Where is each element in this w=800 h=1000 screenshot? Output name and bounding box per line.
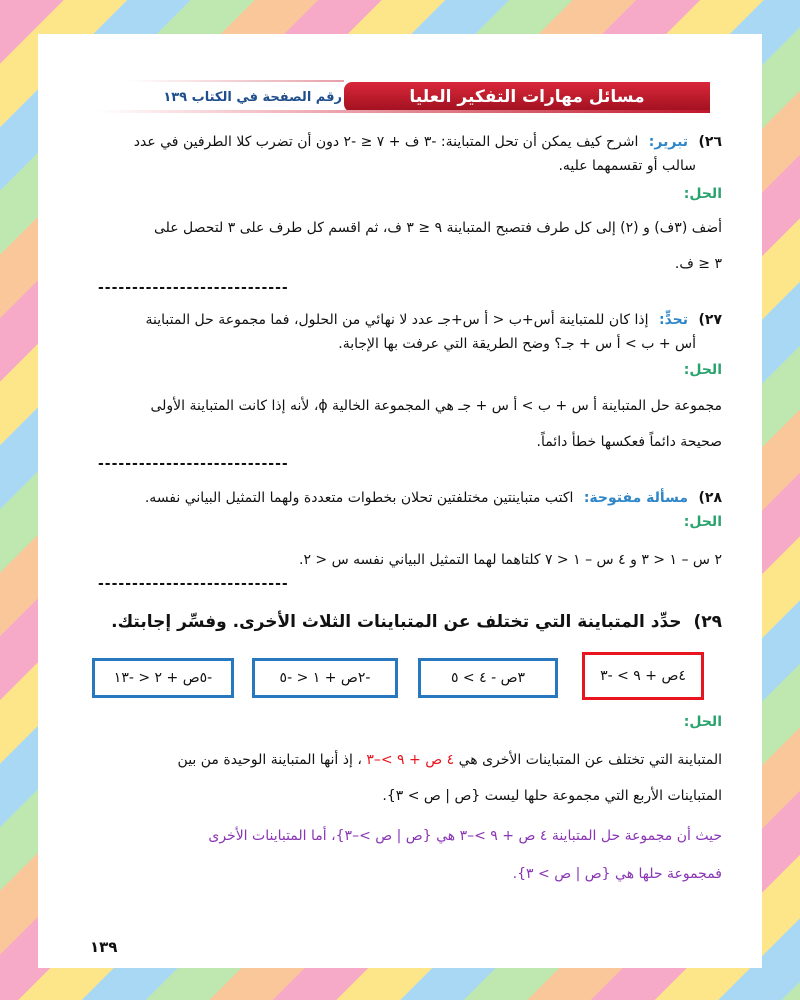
question-text: حدِّد المتباينة التي تختلف عن المتباينات الثلاث الأخرى. وفسِّر إجابتك. [111,612,682,632]
option-3[interactable]: -٢ص + ١ < -٥ [252,658,398,698]
answer-line: المتباينات الأربع التي مجموعة حلها ليست {ص | ص > ٣}. [382,788,722,804]
question-number: ٢٦) [698,134,722,150]
answer-line-purple: حيث أن مجموعة حل المتباينة ٤ ص + ٩ >–٣ هي {ص | ص >–٣}، أما المتباينات الأخرى [208,828,722,844]
solution-label: الحل: [683,714,722,730]
question-number: ٢٧) [698,312,722,328]
answer-line: ٣ ≤ ف. [674,256,722,272]
page-reference: رقم الصفحة في الكتاب ١٣٩ [163,90,342,105]
question-label: تحدٍّ: [659,312,689,328]
answer-line: ٢ س – ١ < ٣ و ٤ س – ١ < ٧ كلتاهما لهما التمثيل البياني نفسه س < ٢. [299,552,722,568]
question-text: سالب أو تقسمهما عليه. [558,158,696,174]
option-2[interactable]: ٣ص - ٤ > ٥ [418,658,558,698]
question-28 [78,486,722,510]
question-number: ٢٩) [693,612,722,632]
header-top-rule [128,80,344,82]
solution-label: الحل: [683,514,722,530]
answer-options [98,652,704,698]
worksheet-page [38,34,762,968]
answer-line: صحيحة دائماً فعكسها خطأ دائماً. [536,434,722,450]
answer-line-purple: فمجموعة حلها هي {ص | ص > ٣}. [512,866,722,882]
option-1-selected[interactable]: ٤ص + ٩ > -٣ [582,652,704,700]
question-label: مسألة مفتوحة: [583,490,689,506]
answer-line: مجموعة حل المتباينة أ س + ب > أ س + جـ هي المجموعة الخالية ϕ، لأنه إذا كانت المتباينة الأولى [150,398,722,414]
divider: ---------------------------- [98,280,289,296]
question-text: إذا كان للمتباينة أس+ب < أ س+جـ عدد لا نهائي من الحلول، فما مجموعة حل المتباينة [145,312,649,328]
question-27 [78,308,722,332]
section-title: مسائل مهارات التفكير العليا [344,82,710,112]
question-26 [78,130,722,154]
question-label: تبرير: [648,134,689,150]
answer-line [78,742,722,778]
solution-label: الحل: [683,362,722,378]
question-number: ٢٨) [698,490,722,506]
page-number: ١٣٩ [90,938,118,956]
divider: ---------------------------- [98,456,289,472]
question-text: أس + ب > أ س + جـ؟ وضح الطريقة التي عرفت بها الإجابة. [338,336,696,352]
header-rule [98,110,710,113]
question-29 [78,612,722,632]
answer-line: أضف (٣ف) و (٢) إلى كل طرف فتصبح المتباينة ٩ ≤ ٣ ف، ثم اقسم كل طرف على ٣ لتحصل على [153,220,722,236]
option-4[interactable]: -٥ص + ٢ < -١٣ [92,658,234,698]
highlighted-inequality: ٤ ص + ٩ >–٣ [366,752,455,768]
divider: ---------------------------- [98,576,289,592]
question-text: اكتب متباينتين مختلفتين تحلان بخطوات متعددة ولهما التمثيل البياني نفسه. [144,490,574,506]
answer-text: المتباينة التي تختلف عن المتباينات الأخرى هي [458,752,722,768]
question-text: اشرح كيف يمكن أن تحل المتباينة: -٣ ف + ٧ ≤ -٢ دون أن تضرب كلا الطرفين في عدد [133,134,639,150]
question-26-cont [78,154,696,178]
question-27-cont [78,332,696,356]
solution-label: الحل: [683,186,722,202]
answer-text: ، إذ أنها المتباينة الوحيدة من بين [177,752,362,768]
